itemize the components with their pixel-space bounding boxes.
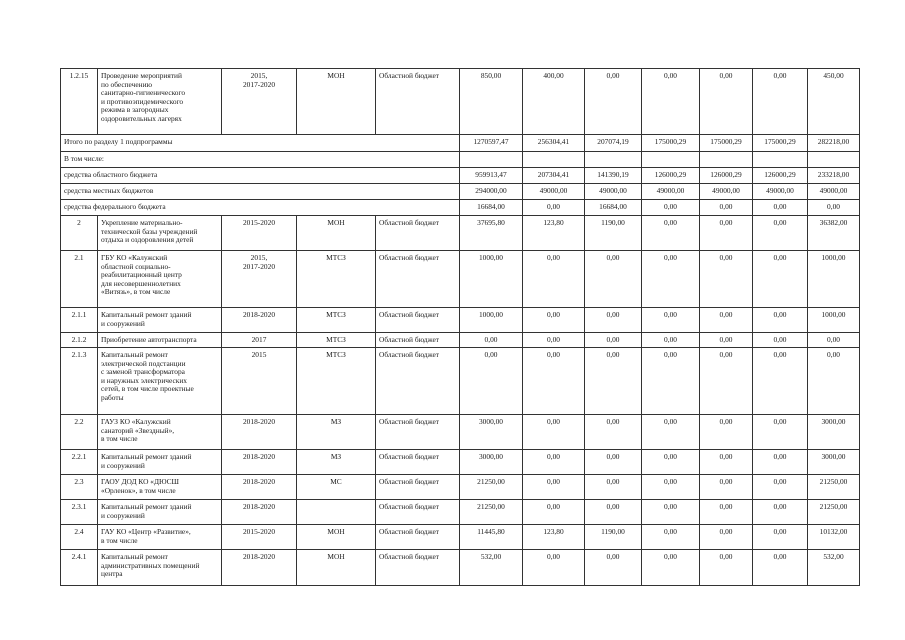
- amount-cell: 0,00: [523, 251, 585, 308]
- amount-cell: 0,00: [585, 450, 642, 475]
- amount-cell: 0,00: [753, 475, 808, 500]
- amount-cell: 0,00: [642, 475, 700, 500]
- years-cell: 2015, 2017-2020: [222, 69, 297, 135]
- amount-cell: 175000,29: [642, 135, 700, 152]
- amount-cell: 126000,29: [753, 168, 808, 184]
- amount-cell: 0,00: [700, 333, 753, 348]
- amount-cell: 0,00: [700, 450, 753, 475]
- amount-cell: 532,00: [808, 550, 860, 586]
- amount-cell: 0,00: [753, 251, 808, 308]
- amount-cell: 49000,00: [642, 184, 700, 200]
- table-row: [61, 525, 860, 550]
- amount-cell: [460, 152, 523, 168]
- amount-cell: 0,00: [585, 348, 642, 415]
- amount-cell: 175000,29: [700, 135, 753, 152]
- executor-cell: МТСЗ: [297, 348, 376, 415]
- executor-cell: МОН: [297, 525, 376, 550]
- funding-source-cell: Областной бюджет: [376, 216, 460, 251]
- table-row: [61, 251, 860, 308]
- amount-cell: 123,80: [523, 525, 585, 550]
- amount-cell: 16684,00: [585, 200, 642, 216]
- executor-cell: МТСЗ: [297, 333, 376, 348]
- amount-cell: 126000,29: [700, 168, 753, 184]
- amount-cell: 0,00: [642, 216, 700, 251]
- amount-cell: 0,00: [753, 200, 808, 216]
- amount-cell: 36382,00: [808, 216, 860, 251]
- activity-name-cell: Капитальный ремонт зданий и сооружений: [98, 308, 222, 333]
- amount-cell: 0,00: [808, 348, 860, 415]
- activity-name-cell: Капитальный ремонт зданий и сооружений: [98, 500, 222, 525]
- amount-cell: [523, 152, 585, 168]
- years-cell: 2018-2020: [222, 475, 297, 500]
- funding-source-cell: Областной бюджет: [376, 450, 460, 475]
- amount-cell: 959913,47: [460, 168, 523, 184]
- table-row: [61, 348, 860, 415]
- funding-source-cell: Областной бюджет: [376, 500, 460, 525]
- amount-cell: 0,00: [700, 348, 753, 415]
- amount-cell: 0,00: [642, 415, 700, 450]
- amount-cell: 0,00: [523, 308, 585, 333]
- amount-cell: 1000,00: [460, 251, 523, 308]
- executor-cell: МС: [297, 475, 376, 500]
- amount-cell: 0,00: [700, 251, 753, 308]
- amount-cell: 1270597,47: [460, 135, 523, 152]
- amount-cell: 21250,00: [460, 500, 523, 525]
- amount-cell: 0,00: [753, 525, 808, 550]
- amount-cell: 0,00: [700, 475, 753, 500]
- amount-cell: 0,00: [523, 333, 585, 348]
- amount-cell: 0,00: [808, 200, 860, 216]
- amount-cell: 37695,80: [460, 216, 523, 251]
- row-number-cell: 2.1.2: [61, 333, 98, 348]
- amount-cell: 207304,41: [523, 168, 585, 184]
- amount-cell: 0,00: [642, 333, 700, 348]
- row-number-cell: 2.1: [61, 251, 98, 308]
- amount-cell: 0,00: [700, 415, 753, 450]
- amount-cell: 0,00: [523, 415, 585, 450]
- years-cell: 2015-2020: [222, 525, 297, 550]
- summary-row: [61, 135, 860, 152]
- table-row: [61, 500, 860, 525]
- budget-table: [60, 68, 860, 586]
- executor-cell: МТСЗ: [297, 308, 376, 333]
- activity-name-cell: Проведение мероприятий по обеспечению санитарно-гигиенического и противоэпидемического режима в загородных оздоровительных лагерях: [98, 69, 222, 135]
- summary-row: [61, 200, 860, 216]
- amount-cell: 0,00: [753, 216, 808, 251]
- amount-cell: 0,00: [523, 550, 585, 586]
- amount-cell: 0,00: [700, 525, 753, 550]
- amount-cell: [585, 152, 642, 168]
- amount-cell: 0,00: [642, 69, 700, 135]
- amount-cell: 0,00: [753, 69, 808, 135]
- row-number-cell: 1.2.15: [61, 69, 98, 135]
- summary-row: [61, 168, 860, 184]
- amount-cell: 1190,00: [585, 525, 642, 550]
- amount-cell: 0,00: [753, 333, 808, 348]
- amount-cell: 0,00: [700, 500, 753, 525]
- table-row: [61, 550, 860, 586]
- amount-cell: 0,00: [753, 348, 808, 415]
- amount-cell: 0,00: [753, 550, 808, 586]
- row-number-cell: 2.2: [61, 415, 98, 450]
- amount-cell: 1000,00: [808, 308, 860, 333]
- amount-cell: 256304,41: [523, 135, 585, 152]
- amount-cell: 123,80: [523, 216, 585, 251]
- amount-cell: 0,00: [585, 415, 642, 450]
- amount-cell: 0,00: [460, 333, 523, 348]
- amount-cell: 233218,00: [808, 168, 860, 184]
- years-cell: 2018-2020: [222, 415, 297, 450]
- amount-cell: 532,00: [460, 550, 523, 586]
- table-row: [61, 475, 860, 500]
- executor-cell: МЗ: [297, 415, 376, 450]
- amount-cell: 0,00: [700, 308, 753, 333]
- amount-cell: 1000,00: [460, 308, 523, 333]
- row-number-cell: 2.1.1: [61, 308, 98, 333]
- row-number-cell: 2.4.1: [61, 550, 98, 586]
- amount-cell: [700, 152, 753, 168]
- amount-cell: 0,00: [753, 500, 808, 525]
- amount-cell: 282218,00: [808, 135, 860, 152]
- years-cell: 2018-2020: [222, 500, 297, 525]
- budget-table-body: [61, 69, 860, 586]
- amount-cell: 0,00: [808, 333, 860, 348]
- amount-cell: 400,00: [523, 69, 585, 135]
- funding-source-cell: Областной бюджет: [376, 69, 460, 135]
- amount-cell: 175000,29: [753, 135, 808, 152]
- amount-cell: 0,00: [585, 333, 642, 348]
- amount-cell: 1190,00: [585, 216, 642, 251]
- executor-cell: МОН: [297, 550, 376, 586]
- amount-cell: 0,00: [753, 415, 808, 450]
- table-row: [61, 415, 860, 450]
- amount-cell: 21250,00: [808, 475, 860, 500]
- amount-cell: 0,00: [642, 550, 700, 586]
- amount-cell: 207074,19: [585, 135, 642, 152]
- amount-cell: 450,00: [808, 69, 860, 135]
- amount-cell: 0,00: [585, 251, 642, 308]
- row-number-cell: 2.2.1: [61, 450, 98, 475]
- funding-source-cell: Областной бюджет: [376, 415, 460, 450]
- summary-label-cell: средства федерального бюджета: [61, 200, 460, 216]
- amount-cell: 0,00: [700, 216, 753, 251]
- amount-cell: 3000,00: [460, 450, 523, 475]
- amount-cell: 0,00: [585, 500, 642, 525]
- funding-source-cell: Областной бюджет: [376, 525, 460, 550]
- table-row: [61, 333, 860, 348]
- amount-cell: 294000,00: [460, 184, 523, 200]
- amount-cell: 0,00: [642, 251, 700, 308]
- years-cell: 2015-2020: [222, 216, 297, 251]
- years-cell: 2018-2020: [222, 550, 297, 586]
- amount-cell: [753, 152, 808, 168]
- activity-name-cell: ГАУЗ КО «Калужский санаторий «Звездный», в том числе: [98, 415, 222, 450]
- amount-cell: 0,00: [753, 308, 808, 333]
- summary-label-cell: средства областного бюджета: [61, 168, 460, 184]
- amount-cell: 126000,29: [642, 168, 700, 184]
- summary-label-cell: средства местных бюджетов: [61, 184, 460, 200]
- amount-cell: 0,00: [585, 69, 642, 135]
- years-cell: 2018-2020: [222, 308, 297, 333]
- funding-source-cell: Областной бюджет: [376, 348, 460, 415]
- amount-cell: 141390,19: [585, 168, 642, 184]
- amount-cell: 49000,00: [753, 184, 808, 200]
- amount-cell: 0,00: [523, 450, 585, 475]
- funding-source-cell: Областной бюджет: [376, 550, 460, 586]
- amount-cell: 0,00: [642, 308, 700, 333]
- amount-cell: 3000,00: [808, 415, 860, 450]
- amount-cell: 21250,00: [808, 500, 860, 525]
- amount-cell: [642, 152, 700, 168]
- funding-source-cell: Областной бюджет: [376, 251, 460, 308]
- amount-cell: 0,00: [642, 200, 700, 216]
- table-row: [61, 450, 860, 475]
- activity-name-cell: ГБУ КО «Калужский областной социально- реабилитационный центр для несовершеннолетних «Витязь», в том числе: [98, 251, 222, 308]
- amount-cell: 49000,00: [808, 184, 860, 200]
- amount-cell: 0,00: [523, 475, 585, 500]
- funding-source-cell: Областной бюджет: [376, 308, 460, 333]
- activity-name-cell: Капитальный ремонт административных помещений центра: [98, 550, 222, 586]
- funding-source-cell: Областной бюджет: [376, 475, 460, 500]
- amount-cell: 0,00: [700, 200, 753, 216]
- activity-name-cell: Капитальный ремонт электрической подстанции с заменой трансформатора и наружных электрических сетей, в том числе проектные работы: [98, 348, 222, 415]
- amount-cell: 16684,00: [460, 200, 523, 216]
- amount-cell: 0,00: [585, 475, 642, 500]
- executor-cell: МОН: [297, 69, 376, 135]
- summary-row: [61, 152, 860, 168]
- amount-cell: 3000,00: [808, 450, 860, 475]
- years-cell: 2018-2020: [222, 450, 297, 475]
- activity-name-cell: ГАУ КО «Центр «Развитие», в том числе: [98, 525, 222, 550]
- row-number-cell: 2.3.1: [61, 500, 98, 525]
- years-cell: 2017: [222, 333, 297, 348]
- amount-cell: 0,00: [642, 348, 700, 415]
- years-cell: 2015: [222, 348, 297, 415]
- amount-cell: 0,00: [753, 450, 808, 475]
- amount-cell: 49000,00: [523, 184, 585, 200]
- amount-cell: 0,00: [642, 450, 700, 475]
- amount-cell: 0,00: [523, 500, 585, 525]
- amount-cell: 0,00: [585, 308, 642, 333]
- amount-cell: 1000,00: [808, 251, 860, 308]
- amount-cell: 0,00: [585, 550, 642, 586]
- executor-cell: МТСЗ: [297, 251, 376, 308]
- amount-cell: 21250,00: [460, 475, 523, 500]
- summary-row: [61, 184, 860, 200]
- amount-cell: 0,00: [460, 348, 523, 415]
- amount-cell: 0,00: [700, 69, 753, 135]
- table-row: [61, 216, 860, 251]
- amount-cell: 10132,00: [808, 525, 860, 550]
- amount-cell: 49000,00: [585, 184, 642, 200]
- amount-cell: 0,00: [523, 200, 585, 216]
- summary-label-cell: Итого по разделу 1 подпрограммы: [61, 135, 460, 152]
- table-row: [61, 69, 860, 135]
- row-number-cell: 2.3: [61, 475, 98, 500]
- amount-cell: 0,00: [642, 500, 700, 525]
- funding-source-cell: Областной бюджет: [376, 333, 460, 348]
- activity-name-cell: Укрепление материально- технической базы учреждений отдыха и оздоровления детей: [98, 216, 222, 251]
- amount-cell: 0,00: [642, 525, 700, 550]
- amount-cell: 850,00: [460, 69, 523, 135]
- executor-cell: МОН: [297, 216, 376, 251]
- activity-name-cell: Капитальный ремонт зданий и сооружений: [98, 450, 222, 475]
- table-row: [61, 308, 860, 333]
- executor-cell: МЗ: [297, 450, 376, 475]
- amount-cell: [808, 152, 860, 168]
- years-cell: 2015, 2017-2020: [222, 251, 297, 308]
- amount-cell: 3000,00: [460, 415, 523, 450]
- summary-label-cell: В том числе:: [61, 152, 460, 168]
- activity-name-cell: Приобретение автотранспорта: [98, 333, 222, 348]
- amount-cell: 11445,80: [460, 525, 523, 550]
- amount-cell: 0,00: [523, 348, 585, 415]
- activity-name-cell: ГАОУ ДОД КО «ДЮСШ «Орленок», в том числе: [98, 475, 222, 500]
- amount-cell: 49000,00: [700, 184, 753, 200]
- row-number-cell: 2.4: [61, 525, 98, 550]
- row-number-cell: 2: [61, 216, 98, 251]
- amount-cell: 0,00: [700, 550, 753, 586]
- row-number-cell: 2.1.3: [61, 348, 98, 415]
- executor-cell: [297, 500, 376, 525]
